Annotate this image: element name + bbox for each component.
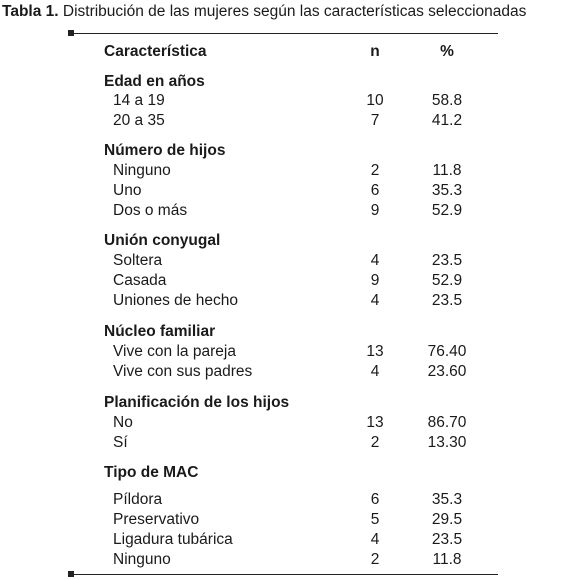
percent-cell: 23.60 — [427, 363, 467, 380]
group-label: Planificación de los hijos — [104, 394, 290, 411]
row-label: Uno — [113, 182, 142, 199]
header-n: n — [370, 43, 380, 60]
row-label: Ninguno — [113, 162, 171, 179]
percent-cell: 13.30 — [427, 434, 467, 451]
group-row — [0, 231, 580, 251]
group-label: Edad en años — [104, 73, 205, 90]
n-cell: 5 — [370, 511, 380, 528]
percent-cell: 11.8 — [432, 551, 462, 568]
n-cell: 13 — [366, 343, 384, 360]
header-characteristic: Característica — [104, 43, 207, 60]
row-label: 14 a 19 — [113, 92, 165, 109]
table-caption-text: Distribución de las mujeres según las características seleccionadas — [58, 3, 527, 20]
row-label: 20 a 35 — [113, 112, 165, 129]
row-label: Vive con sus padres — [113, 363, 253, 380]
n-cell: 4 — [370, 531, 380, 548]
row-label: Vive con la pareja — [113, 343, 236, 360]
table-row — [0, 433, 580, 453]
percent-cell: 23.5 — [431, 292, 463, 309]
row-label: Soltera — [113, 252, 163, 269]
n-cell: 4 — [370, 363, 380, 380]
group-label: Tipo de MAC — [104, 464, 199, 481]
n-cell: 6 — [370, 182, 380, 199]
table-row — [0, 510, 580, 530]
n-cell: 9 — [370, 272, 380, 289]
n-cell: 2 — [370, 551, 380, 568]
group-label: Unión conyugal — [104, 232, 221, 249]
row-label: Casada — [113, 272, 167, 289]
percent-cell: 41.2 — [431, 112, 463, 129]
table-row — [0, 201, 580, 221]
n-cell: 4 — [370, 292, 380, 309]
n-cell: 2 — [370, 162, 380, 179]
percent-cell: 23.5 — [431, 252, 463, 269]
n-cell: 2 — [370, 434, 380, 451]
group-row — [0, 72, 580, 92]
bottom-rule — [72, 574, 498, 575]
n-cell: 4 — [370, 252, 380, 269]
row-label: Sí — [113, 434, 128, 451]
group-row — [0, 463, 580, 483]
group-row — [0, 393, 580, 413]
group-row — [0, 322, 580, 342]
table-row — [0, 413, 580, 433]
table-row — [0, 550, 580, 570]
percent-cell: 58.8 — [431, 92, 463, 109]
group-label: Número de hijos — [104, 142, 226, 159]
table-row — [0, 291, 580, 311]
top-rule — [72, 33, 498, 34]
percent-cell: 52.9 — [431, 202, 463, 219]
row-label: No — [113, 414, 133, 431]
table-row — [0, 490, 580, 510]
n-cell: 7 — [370, 112, 380, 129]
row-label: Píldora — [113, 491, 163, 508]
header-percent: % — [440, 43, 454, 60]
row-label: Uniones de hecho — [113, 292, 238, 309]
percent-cell: 52.9 — [431, 272, 463, 289]
table-caption-label: Tabla 1. — [2, 3, 59, 20]
percent-cell: 86.70 — [427, 414, 467, 431]
percent-cell: 11.8 — [432, 162, 462, 179]
row-label: Ligadura tubárica — [113, 531, 233, 548]
group-row — [0, 141, 580, 161]
percent-cell: 76.40 — [427, 343, 467, 360]
table-row — [0, 251, 580, 271]
table-row — [0, 530, 580, 550]
n-cell: 9 — [370, 202, 380, 219]
group-label: Núcleo familiar — [104, 323, 216, 340]
row-label: Preservativo — [113, 511, 200, 528]
percent-cell: 35.3 — [431, 182, 463, 199]
table-row — [0, 111, 580, 131]
n-cell: 6 — [370, 491, 380, 508]
table-row — [0, 161, 580, 181]
row-label: Ninguno — [113, 551, 171, 568]
table-row — [0, 362, 580, 382]
percent-cell: 29.5 — [431, 511, 463, 528]
table-row — [0, 342, 580, 362]
table-caption — [2, 2, 578, 22]
n-cell: 10 — [366, 92, 384, 109]
table-row — [0, 271, 580, 291]
percent-cell: 23.5 — [431, 531, 463, 548]
row-label: Dos o más — [113, 202, 188, 219]
n-cell: 13 — [366, 414, 384, 431]
table-row — [0, 91, 580, 111]
table-row — [0, 181, 580, 201]
percent-cell: 35.3 — [431, 491, 463, 508]
